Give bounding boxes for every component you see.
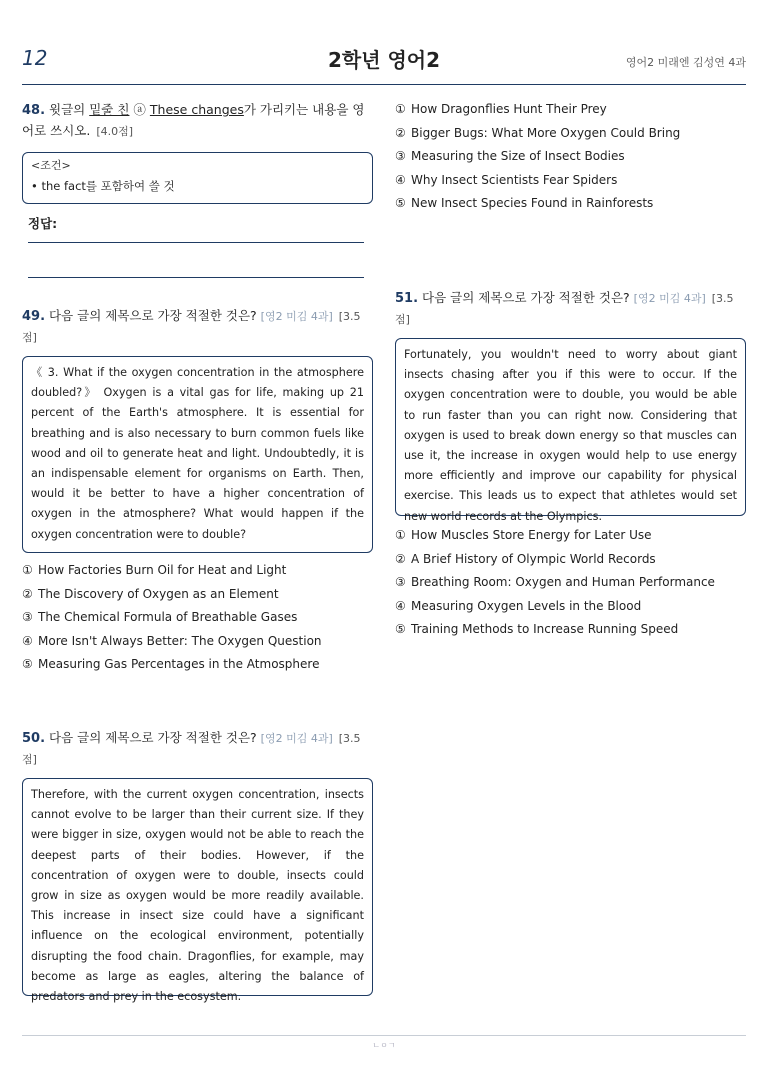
question-50-header: 50. 다음 글의 제목으로 가장 적절한 것은? [영2 미김 4과] [3.5점] (22, 730, 361, 766)
passage-box: Fortunately, you wouldn't need to worry about giant insects chasing after you if this were to occur. If the oxygen concentration were to double, you would be able to run faster than you can right now. Considering that oxygen is used to break down energy so that muscles can use it, the increase in oxygen would help to use energy more efficiently and improve our capability for physical exercise. This leads us to expect that athletes would set new world records at the Olympics. (395, 338, 746, 516)
answer-options (395, 98, 746, 216)
question-tag: [영2 미김 4과] (260, 310, 333, 323)
passage-box: Therefore, with the current oxygen concentration, insects cannot evolve to be larger than their current size. If they were bigger in size, oxygen would not be able to reach the deepest parts of their bodies. However, if the concentration of oxygen were to double, insects could grow in size as oxygen would be more readily available. This increase in insect size could have a significant influence on the ecological environment, potentially disrupting the food chain. Dragonflies, for example, may become as large as eagles, altering the balance of predators and prey in the ecosystem. (22, 778, 373, 996)
answer-line-2[interactable] (28, 277, 364, 278)
option-1[interactable]: ① How Dragonflies Hunt Their Prey (395, 102, 607, 116)
footer-divider (22, 1035, 746, 1036)
option-5[interactable]: ⑤ Measuring Gas Percentages in the Atmosphere (22, 657, 320, 671)
option-2[interactable]: ② Bigger Bugs: What More Oxygen Could Bring (395, 125, 681, 140)
question-points: [3.5점] (395, 292, 734, 326)
option-3[interactable]: ③ Breathing Room: Oxygen and Human Performance (395, 575, 715, 589)
question-49 (22, 306, 373, 677)
question-50 (22, 728, 373, 1004)
question-tag: [영2 미김 4과] (260, 732, 333, 745)
option-5[interactable]: ⑤ Training Methods to Increase Running Speed (395, 622, 679, 636)
option-2[interactable]: ② The Discovery of Oxygen as an Element (22, 586, 279, 601)
option-1[interactable]: ① How Factories Burn Oil for Heat and Light (22, 563, 287, 577)
question-number: 50. (22, 731, 46, 746)
option-1[interactable]: ① How Muscles Store Energy for Later Use (395, 528, 652, 542)
question-points: [4.0점] (96, 125, 134, 138)
question-50-options (395, 98, 746, 216)
question-51-header: 51. 다음 글의 제목으로 가장 적절한 것은? [영2 미김 4과] [3.5점] (395, 290, 734, 326)
condition-item: • the fact를 포함하여 쓸 것 (31, 179, 175, 193)
answer-options (22, 559, 373, 677)
exam-subtitle: 영어2 미래엔 김성연 4과 (625, 56, 746, 69)
question-number: 51. (395, 291, 419, 306)
page-header (22, 44, 746, 74)
footer-mark: ㄴㅇㄱ (372, 1041, 396, 1050)
question-number: 48. (22, 103, 46, 118)
question-points: [3.5점] (22, 732, 361, 766)
option-3[interactable]: ③ Measuring the Size of Insect Bodies (395, 149, 625, 163)
question-51 (395, 288, 746, 642)
answer-label: 정답: (28, 216, 58, 231)
header-divider (22, 84, 746, 85)
question-48 (22, 100, 373, 278)
question-number: 49. (22, 309, 46, 324)
exam-title: 2학년 영어2 (327, 48, 441, 72)
option-2[interactable]: ② A Brief History of Olympic World Records (395, 551, 656, 566)
page-number: 12 (22, 46, 48, 70)
option-5[interactable]: ⑤ New Insect Species Found in Rainforests (395, 196, 654, 210)
option-4[interactable]: ④ Why Insect Scientists Fear Spiders (395, 172, 618, 187)
passage-box: 《 3. What if the oxygen concentration in the atmosphere doubled?》 Oxygen is a vital gas for life, making up 21 percent of the Earth's atmosphere. It is essential for breathing and is also necessary to burn common fuels like wood and oil to generate heat and light. Undoubtedly, it is an indispensable element for organisms on Earth. Then, would it be better to have a higher concentration of oxygen in the atmosphere? What would happen if the oxygen concentration were to double? (22, 356, 373, 553)
option-4[interactable]: ④ More Isn't Always Better: The Oxygen Question (22, 633, 322, 648)
answer-options (395, 524, 746, 642)
option-3[interactable]: ③ The Chemical Formula of Breathable Gases (22, 610, 298, 624)
answer-line-1[interactable] (28, 242, 364, 243)
question-points: [3.5점] (22, 310, 361, 344)
question-tag: [영2 미김 4과] (633, 292, 706, 305)
option-4[interactable]: ④ Measuring Oxygen Levels in the Blood (395, 598, 642, 613)
condition-box (22, 152, 373, 204)
question-48-header: 48. 윗글의 밑줄 친 ⓐ These changes가 가리키는 내용을 영어로 쓰시오. [4.0점] (22, 102, 365, 138)
question-49-header: 49. 다음 글의 제목으로 가장 적절한 것은? [영2 미김 4과] [3.5점] (22, 308, 361, 344)
condition-label: <조건> (31, 159, 71, 172)
